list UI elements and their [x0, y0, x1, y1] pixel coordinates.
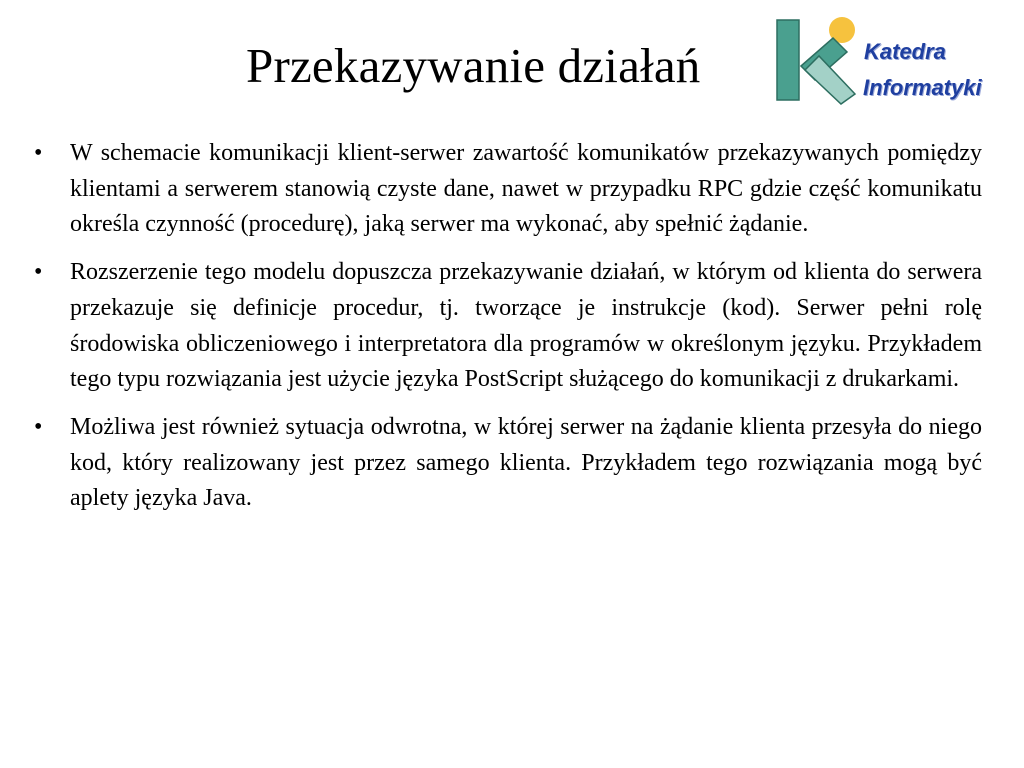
slide-title: Przekazywanie działań — [246, 38, 701, 93]
bullet-item — [34, 136, 982, 243]
bullet-list — [34, 136, 982, 529]
bullet-marker: • — [34, 140, 43, 166]
bullet-text: Możliwa jest również sytuacja odwrotna, w której serwer na żądanie klienta przesyła do niego kod, który realizowany jest przez samego klienta. Przykładem tego rozwiązania mogą być aplety języka Java. — [70, 413, 982, 512]
logo-k-stem-icon — [777, 20, 799, 100]
logo-line-1: Katedra — [864, 39, 946, 64]
bullet-item — [34, 410, 982, 517]
bullet-marker: • — [34, 413, 43, 440]
bullet-marker: • — [34, 259, 43, 286]
bullet-text: Rozszerzenie tego modelu dopuszcza przekazywanie działań, w którym od klienta do serwera przekazuje się definicje procedur, tj. tworzące je instrukcje (kod). Serwer pełni rolę środowiska obliczeniowego i interpretatora dla programów w określonym języku. Przykładem tego typu rozwiązania jest użycie języka PostScript służącego do komunikacji z drukarkami. — [70, 259, 982, 393]
bullet-text: W schemacie komunikacji klient-serwer zawartość komunikatów przekazywanych pomiędzy klientami a serwerem stanowią czyste dane, nawet w przypadku RPC gdzie część komunikatu określa czynność (procedurę), jaką serwer ma wykonać, aby spełnić żądanie. — [70, 140, 982, 238]
bullet-item — [34, 255, 982, 398]
katedra-informatyki-logo — [775, 14, 1011, 106]
logo-line-2: Informatyki — [863, 75, 982, 100]
